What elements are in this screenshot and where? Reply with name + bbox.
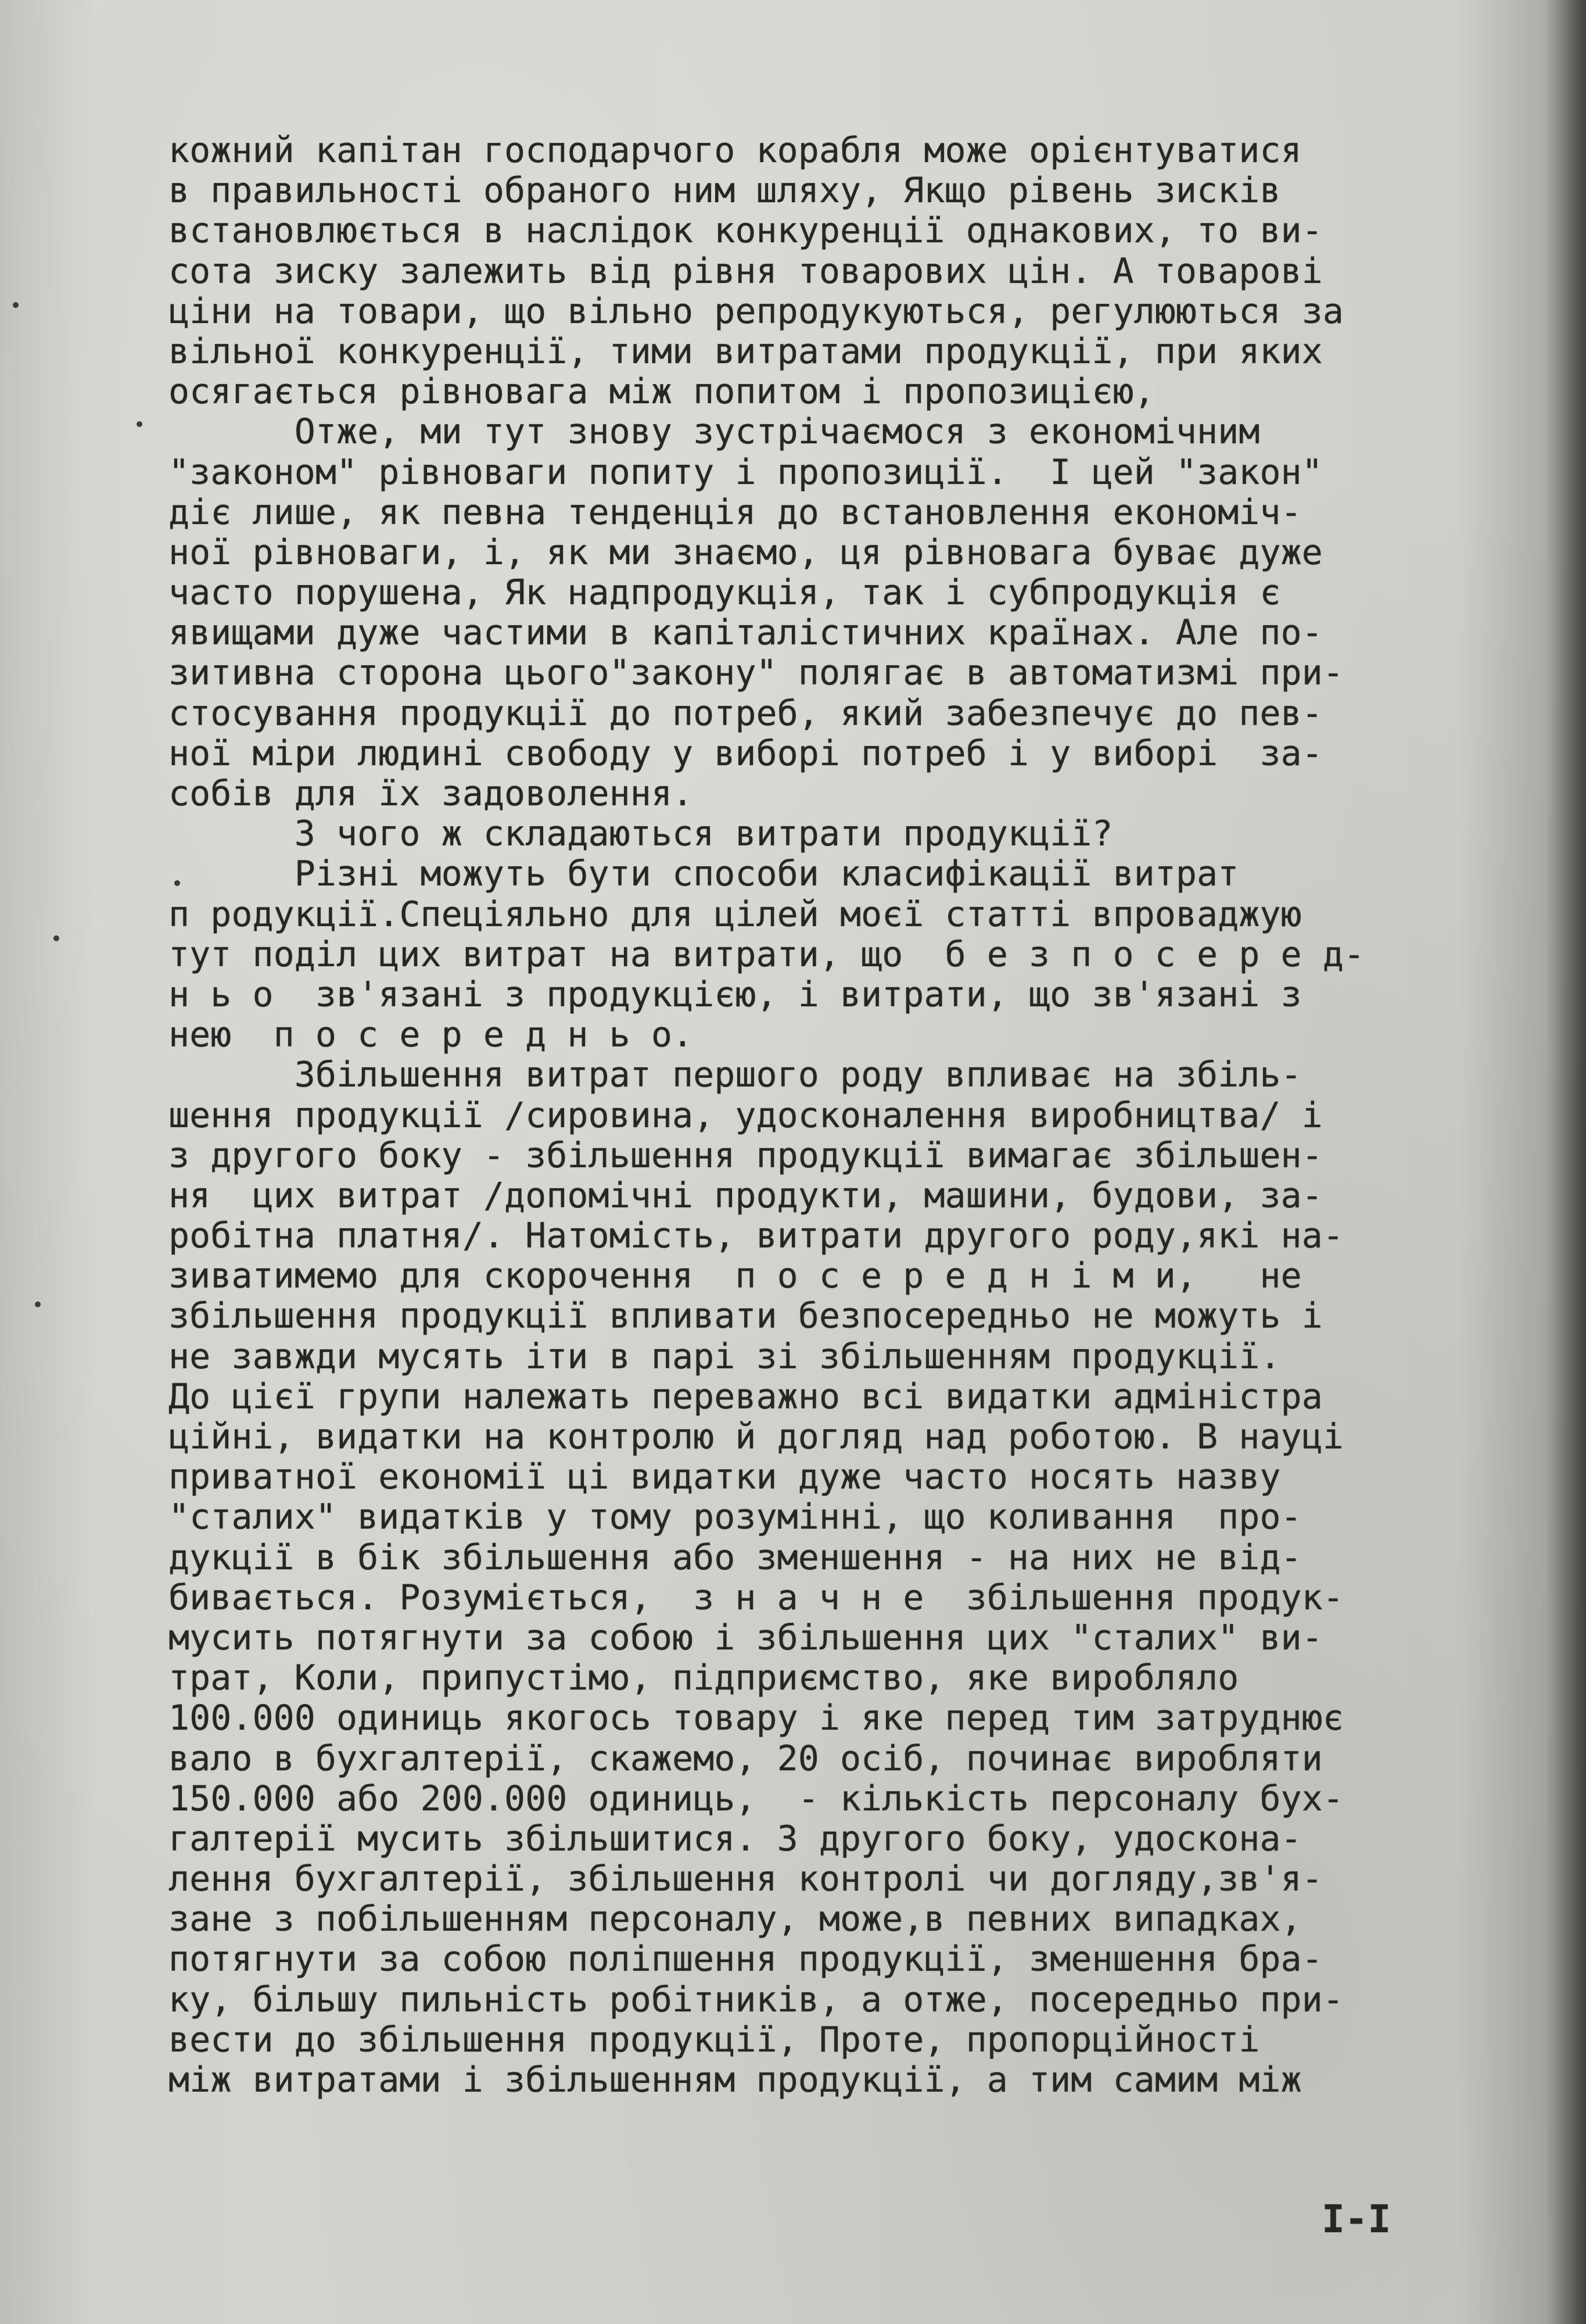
text-line: ня цих витрат /допомічні продукти, машини, будови, за- [168,1175,1323,1216]
text-line: вільної конкуренції, тими витратами продукції, при яких [168,331,1323,372]
text-line: До цієї групи належать переважно всі видатки адміністра [168,1376,1323,1417]
text-line: потягнути за собою поліпшення продукції, зменшення бра- [168,1939,1323,1980]
text-line: Збільшення витрат першого роду впливає на збіль- [168,1055,1302,1096]
typewritten-text [168,131,1540,2100]
text-line: З чого ж складаються витрати продукції? [168,814,1113,855]
text-line: часто порушена, Як надпродукція, так і субпродукція є [168,573,1281,614]
text-line: ку, більшу пильність робітників, а отже, посередньо при- [168,1979,1344,2020]
text-line: зитивна сторона цього"закону" полягає в автоматизмі при- [168,653,1344,694]
text-line: 150.000 або 200.000 одиниць, - кількість персоналу бух- [168,1778,1344,1819]
text-line: бивається. Розуміється, з н а ч н е збільшення продук- [168,1577,1344,1618]
text-line: між витратами і збільшенням продукції, а тим самим між [168,2060,1302,2100]
text-line: з другого боку - збільшення продукції вимагає збільшен- [168,1135,1323,1176]
text-line: ної міри людині свободу у виборі потреб і у виборі за- [168,733,1323,774]
text-line: вести до збільшення продукції, Проте, пропорційності [168,2020,1260,2060]
text-line: 100.000 одиниць якогось товару і яке перед тим затруднює [168,1698,1344,1739]
text-line: зиватимемо для скорочення п о с е р е д н і м и, не [168,1256,1302,1297]
text-line: Отже, ми тут знову зустрічаємося з економічним [168,412,1260,453]
text-line: лення бухгалтерії, збільшення контролі чи догляду,зв'я- [168,1859,1323,1900]
text-line: кожний капітан господарчого корабля може орієнтуватися [168,131,1302,171]
ink-speck [35,1301,41,1307]
text-line: нею п о с е р е д н ь о. [168,1015,694,1056]
text-line: ційні, видатки на контролю й догляд над роботою. В науці [168,1417,1344,1457]
ink-speck [13,302,19,308]
text-line: "законом" рівноваги попиту і пропозиції. І цей "закон" [168,452,1323,493]
text-line: галтерії мусить збільшитися. З другого боку, удоскона- [168,1819,1302,1859]
text-line: шення продукції /сировина, удосконалення виробництва/ і [168,1095,1323,1136]
text-line: тут поділ цих витрат на витрати, що б е з п о с е р е д- [168,934,1365,975]
text-line: зане з побільшенням персоналу, може,в певних випадках, [168,1899,1302,1940]
text-line: вало в бухгалтерії, скажемо, 20 осіб, починає виробляти [168,1738,1323,1779]
text-line: "сталих" видатків у тому розумінні, що коливання про- [168,1497,1302,1538]
ink-speck [53,935,59,941]
ink-speck [137,421,142,427]
text-line: н ь о зв'язані з продукцією, і витрати, що зв'язані з [168,974,1302,1015]
text-line: осягається рівновага між попитом і пропозицією, [168,372,1155,413]
text-line: мусить потягнути за собою і збільшення цих "сталих" ви- [168,1618,1323,1658]
text-line: стосування продукції до потреб, який забезпечує до пев- [168,693,1323,734]
text-line: явищами дуже частими в капіталістичних країнах. Але по- [168,613,1323,654]
text-line: встановлюється в наслідок конкуренції однакових, то ви- [168,211,1323,252]
text-line: сота зиску залежить від рівня товарових цін. А товарові [168,251,1323,292]
page-number: I-I [1322,2197,1391,2241]
text-line: діє лише, як певна тенденція до встановлення економіч- [168,492,1302,533]
text-line: п родукції.Спеціяльно для цілей моєї статті впроваджую [168,894,1302,935]
text-line: ціни на товари, що вільно репродукуються, регулюються за [168,291,1344,332]
text-line: собів для їх задоволення. [168,774,694,814]
text-line: не завжди мусять іти в парі зі збільшенням продукції. [168,1336,1281,1377]
text-line: приватної економії ці видатки дуже часто носять назву [168,1457,1281,1498]
text-line: робітна платня/. Натомість, витрати другого роду,які на- [168,1216,1344,1257]
text-line: Різні можуть бути способи класифікації витрат [168,854,1239,895]
text-line: збільшення продукції впливати безпосередньо не можуть і [168,1296,1323,1337]
text-line: дукції в бік збільшення або зменшення - на них не від- [168,1537,1302,1578]
text-line: трат, Коли, припустімо, підприємство, яке виробляло [168,1658,1239,1699]
text-line: ної рівноваги, і, як ми знаємо, ця рівновага буває дуже [168,532,1323,573]
text-line: в правильності обраного ним шляху, Якщо рівень зисків [168,171,1281,211]
page-edge-shadow [1545,0,1586,2324]
